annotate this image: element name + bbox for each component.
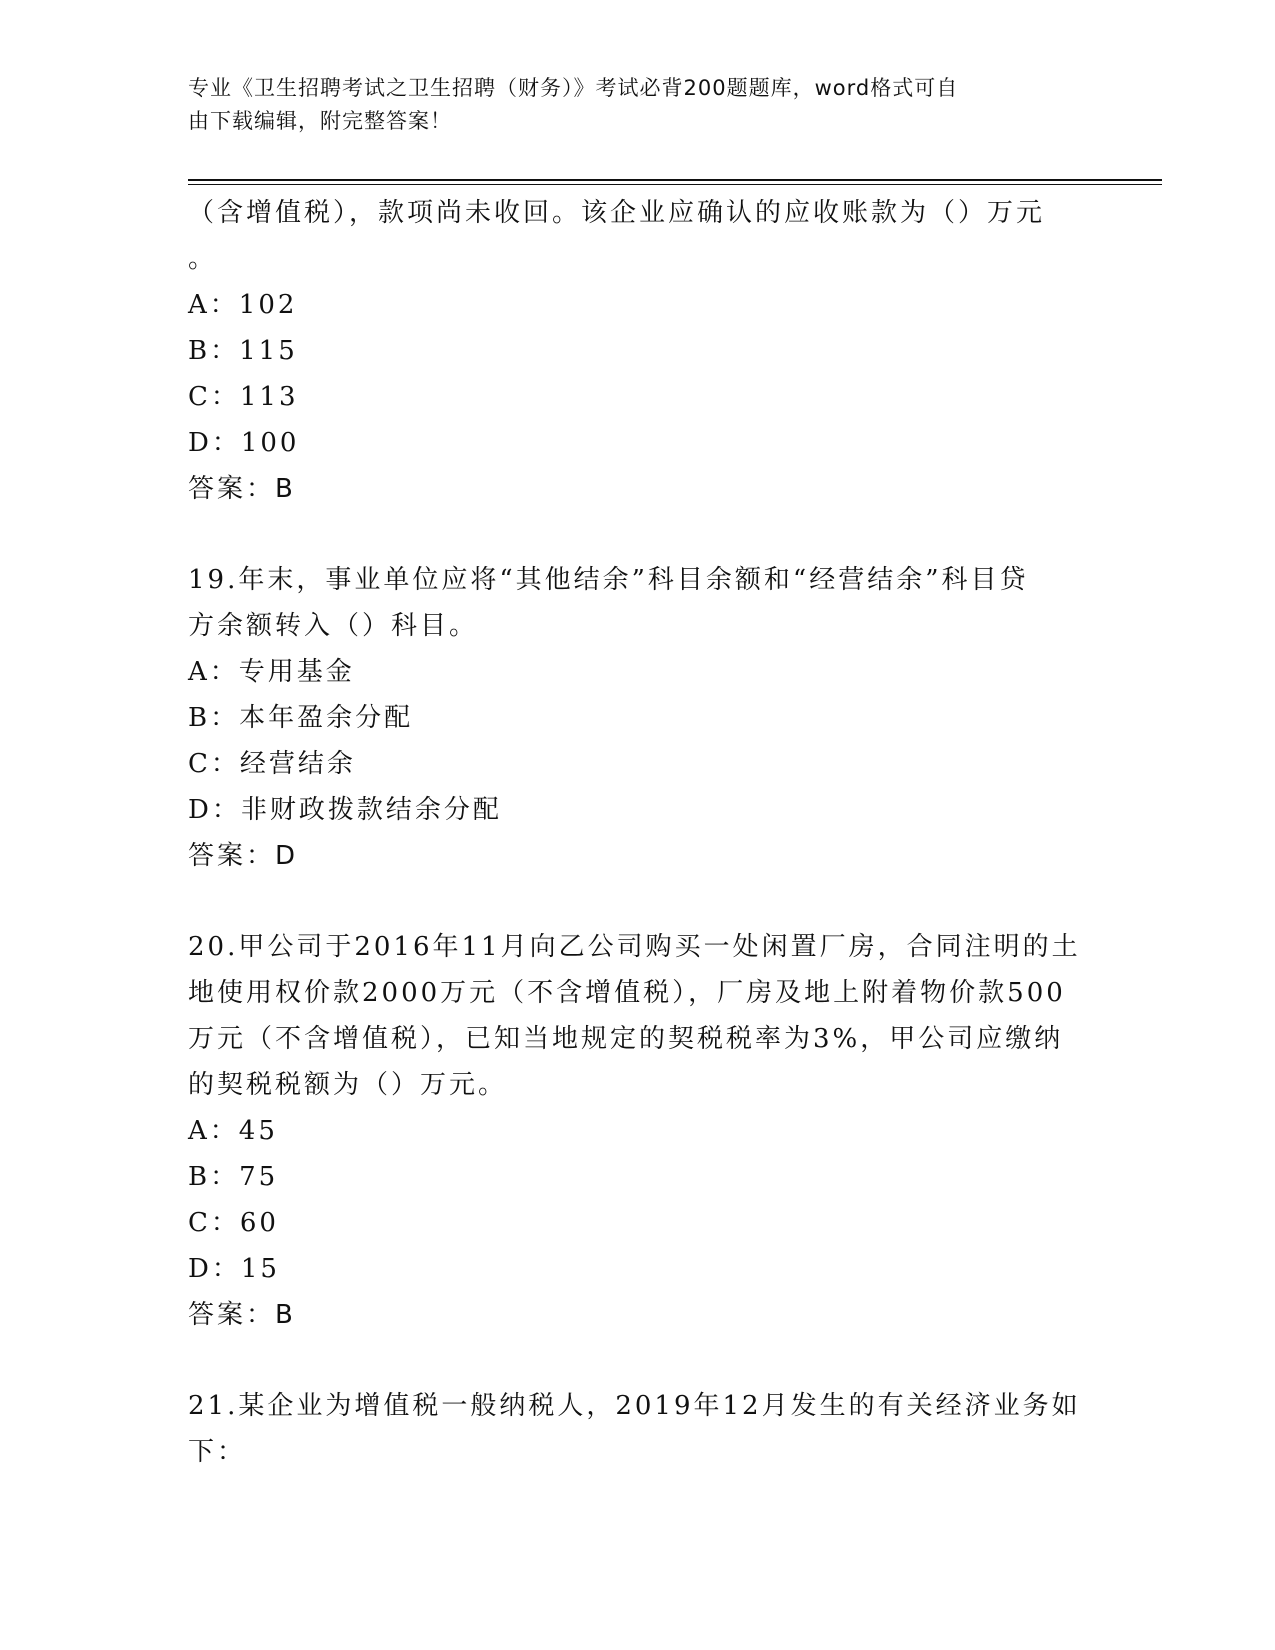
option-c: C：113 <box>188 382 299 412</box>
question-stem-line: 万元（不含增值税），已知当地规定的契税税率为3%，甲公司应缴纳 <box>188 1024 1064 1054</box>
question-19 <box>188 557 1088 879</box>
question-stem-line: 地使用权价款2000万元（不含增值税），厂房及地上附着物价款500 <box>188 978 1066 1008</box>
question-gap <box>188 879 1088 924</box>
header-line-2: 由下载编辑，附完整答案！ <box>188 109 452 133</box>
question-stem-line: 21.某企业为增值税一般纳税人，2019年12月发生的有关经济业务如 <box>188 1391 1081 1421</box>
answer-line: 答案：B <box>188 474 296 504</box>
question-stem-line: 20.甲公司于2016年11月向乙公司购买一处闲置厂房，合同注明的土 <box>188 932 1081 962</box>
option-a: A：102 <box>188 290 298 320</box>
option-d: D：非财政拨款结余分配 <box>188 795 502 825</box>
question-gap <box>188 512 1088 557</box>
option-a: A：45 <box>188 1116 278 1146</box>
answer-line: 答案：B <box>188 1300 296 1330</box>
question-stem-line: 。 <box>188 244 218 274</box>
question-stem-line: 方余额转入（）科目。 <box>188 611 479 641</box>
document-header <box>188 72 1068 138</box>
question-stem-line: 19.年末，事业单位应将“其他结余”科目余额和“经营结余”科目贷 <box>188 565 1029 595</box>
question-stem-line: 下： <box>188 1437 247 1467</box>
option-c: C：60 <box>188 1208 279 1238</box>
option-d: D：15 <box>188 1254 280 1284</box>
question-20 <box>188 924 1088 1338</box>
question-list <box>188 190 1088 1475</box>
answer-line: 答案：D <box>188 841 299 871</box>
option-b: B：75 <box>188 1162 279 1192</box>
header-rule-thick <box>188 179 1162 181</box>
question-stem-line: （含增值税），款项尚未收回。该企业应确认的应收账款为（）万元 <box>188 198 1046 228</box>
option-b: B：本年盈余分配 <box>188 703 414 733</box>
header-rule-thin <box>188 184 1162 185</box>
option-b: B：115 <box>188 336 298 366</box>
header-line-1: 专业《卫生招聘考试之卫生招聘（财务）》考试必背200题题库，word格式可自 <box>188 76 959 100</box>
question-stem-line: 的契税税额为（）万元。 <box>188 1070 508 1100</box>
question-21 <box>188 1383 1088 1475</box>
question-18 <box>188 190 1088 512</box>
option-d: D：100 <box>188 428 300 458</box>
question-gap <box>188 1338 1088 1383</box>
option-a: A：专用基金 <box>188 657 355 687</box>
option-c: C：经营结余 <box>188 749 356 779</box>
